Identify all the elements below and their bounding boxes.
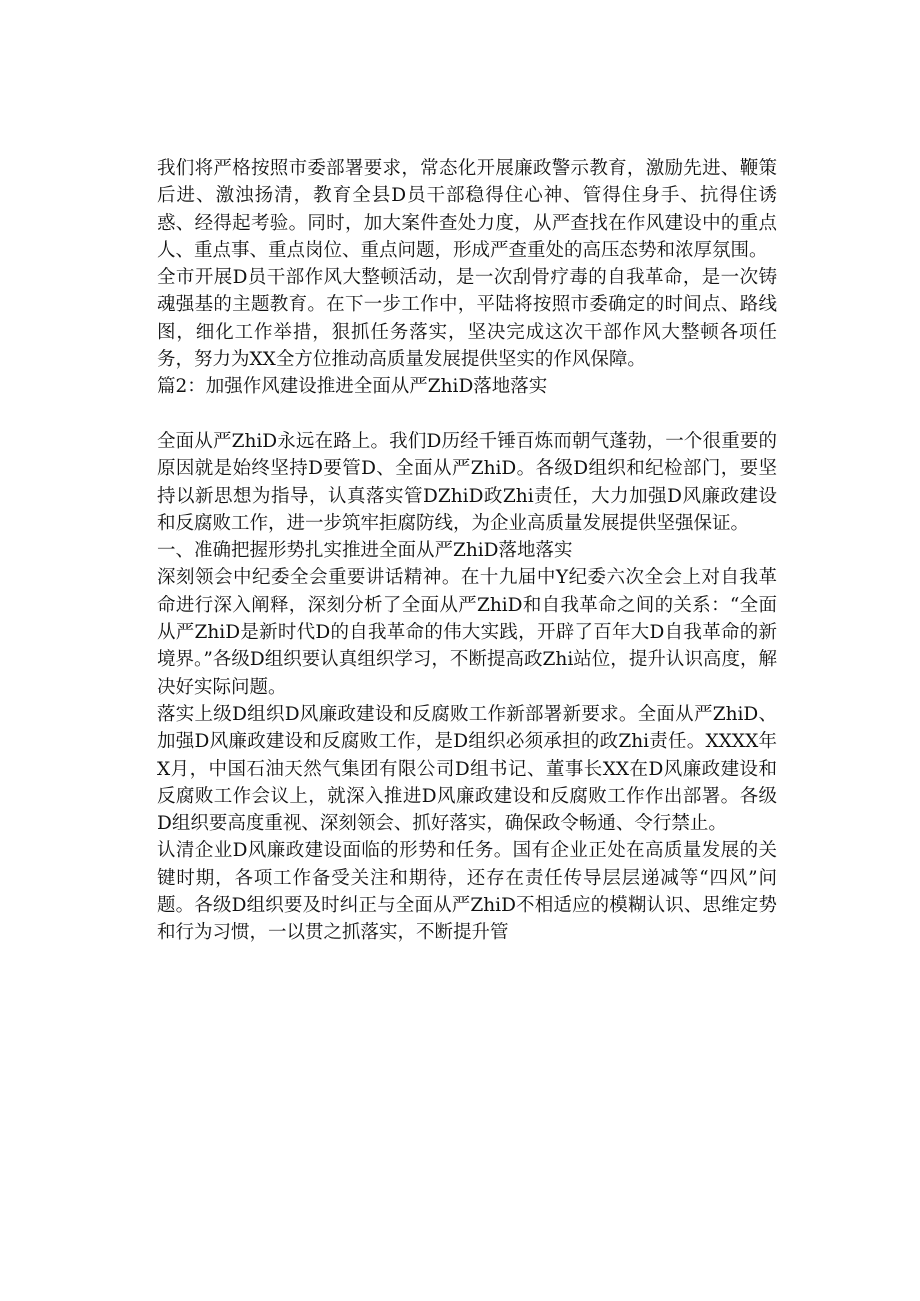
paragraph-plenary-spirit: 深刻领会中纪委全会重要讲话精神。在十九届中Y纪委六次全会上对自我革命进行深入阐释，深刻分析了全面从严ZhiD和自我革命之间的关系：“全面从严ZhiD是新时代D的自我革命的伟大实践，开辟了百年大D自我革命的新境界。”各级D组织要认真组织学习，不断提高政Zhi站位，提升认识高度，解决好实际问题。 <box>157 567 777 698</box>
document-body <box>157 155 777 947</box>
section-heading: 一、准确把握形势扎实推进全面从严ZhiD落地落实 <box>157 540 573 562</box>
paragraph-new-requirements: 落实上级D组织D风廉政建设和反腐败工作新部署新要求。全面从严ZhiD、加强D风廉政建设和反腐败工作，是D组织必须承担的政Zhi责任。XXXX年X月，中国石油天然气集团有限公司D组书记、董事长XX在D风廉政建设和反腐败工作会议上，就深入推进D风廉政建设和反腐败工作作出部署。各级D组织要高度重视、深刻领会、抓好落实，确保政令畅通、令行禁止。 <box>157 703 777 835</box>
paragraph-work-style-rectification: 全市开展D员干部作风大整顿活动，是一次刮骨疗毒的自我革命，是一次铸魂强基的主题教育。在下一步工作中，平陆将按照市委确定的时间点、路线图，细化工作举措，狠抓任务落实，坚决完成这次干部作风大整顿各项任务，努力为XX全方位推动高质量发展提供坚实的作风保障。 <box>157 267 777 371</box>
blank-line <box>157 401 777 428</box>
paragraph-situation-tasks: 认清企业D风廉政建设面临的形势和任务。国有企业正处在高质量发展的关键时期，各项工作备受关注和期待，还存在责任传导层层递减等“四风”问题。各级D组织要及时纠正与全面从严ZhiD不相适应的模糊认识、思维定势和行为习惯，一以贯之抓落实，不断提升管 <box>157 840 777 944</box>
paragraph-discipline-education: 我们将严格按照市委部署要求，常态化开展廉政警示教育，激励先进、鞭策后进、激浊扬清，教育全县D员干部稳得住心神、管得住身手、抗得住诱惑、经得起考验。同时，加大案件查处力度，从严查找在作风建设中的重点人、重点事、重点岗位、重点问题，形成严查重处的高压态势和浓厚氛围。 <box>157 158 777 261</box>
paragraph-strict-governance-intro: 全面从严ZhiD永远在路上。我们D历经千锤百炼而朝气蓬勃，一个很重要的原因就是始终坚持D要管D、全面从严ZhiD。各级D组织和纪检部门，要坚持以新思想为指导，认真落实管DZhiD政Zhi责任，大力加强D风廉政建设和反腐败工作，进一步筑牢拒腐防线，为企业高质量发展提供坚强保证。 <box>157 430 777 534</box>
article-title: 篇2：加强作风建设推进全面从严ZhiD落地落实 <box>157 376 548 398</box>
